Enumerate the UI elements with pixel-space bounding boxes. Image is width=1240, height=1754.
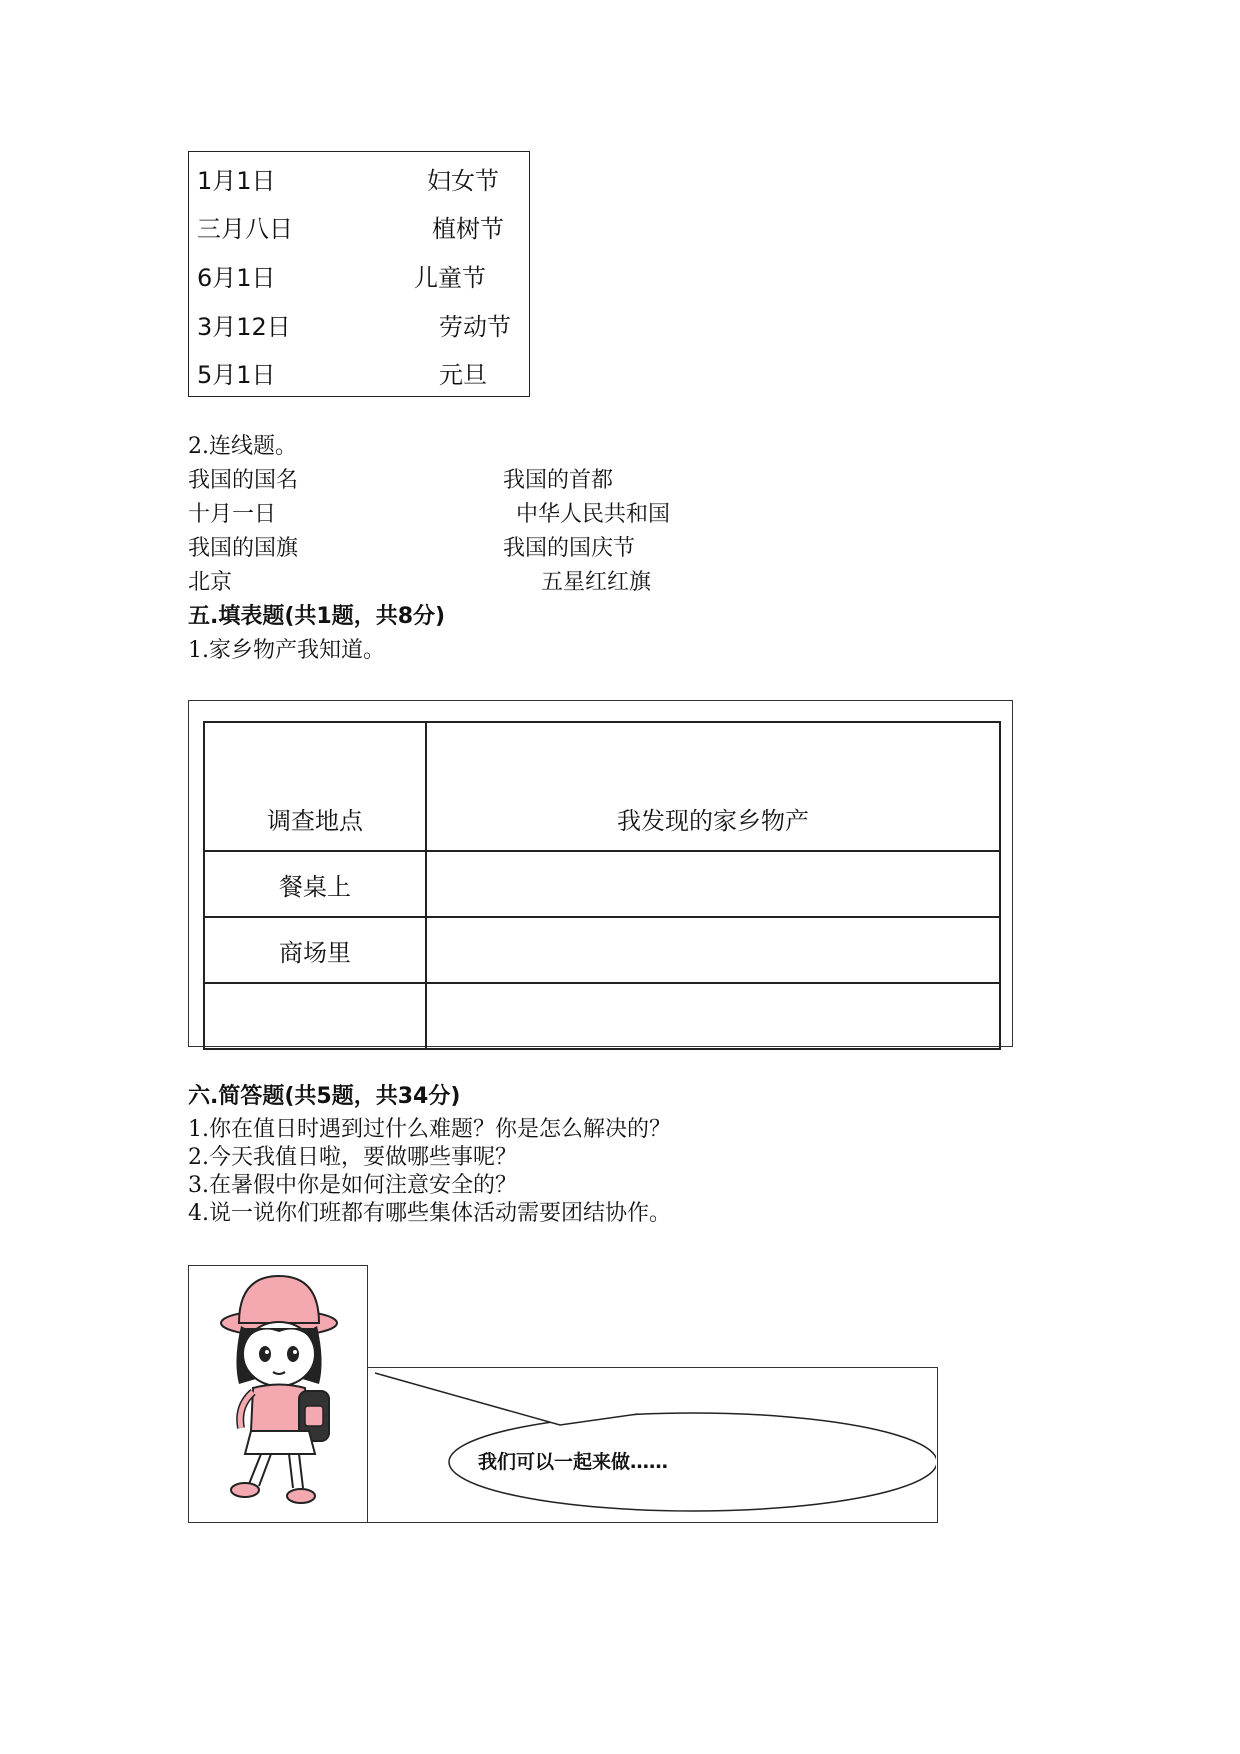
question-text: 1.家乡物产我知道。 (188, 638, 385, 663)
table-row (204, 851, 1000, 917)
table-header-cell: 调查地点 (204, 722, 426, 851)
match-left-item: 我国的国名 (188, 468, 299, 493)
holiday-match-box (188, 151, 530, 397)
match-right-item: 五星红红旗 (541, 570, 652, 595)
answer-cell[interactable] (426, 851, 1000, 917)
table-cell: 商场里 (204, 917, 426, 983)
holiday-row (189, 204, 529, 244)
question-text: 2.今天我值日啦，要做哪些事呢？ (188, 1145, 517, 1170)
question-text: 1.你在值日时遇到过什么难题？你是怎么解决的？ (188, 1117, 671, 1142)
date-label: 6月1日 (197, 264, 276, 292)
festival-label: 元旦 (439, 361, 487, 389)
date-label: 5月1日 (197, 361, 276, 389)
match-right-item: 我国的国庆节 (503, 536, 636, 561)
holiday-row (189, 302, 529, 342)
match-left-item: 北京 (188, 570, 233, 595)
table-header-cell: 我发现的家乡物产 (426, 722, 1000, 851)
match-right-item: 中华人民共和国 (516, 502, 671, 527)
table-cell: 餐桌上 (204, 851, 426, 917)
date-label: 1月1日 (197, 167, 276, 195)
speech-bubble-frame (367, 1367, 938, 1523)
festival-label: 植树节 (432, 215, 504, 243)
cartoon-illustration-frame (188, 1265, 368, 1523)
section-heading: 六.简答题(共5题，共34分) (188, 1084, 461, 1109)
holiday-row (189, 253, 529, 293)
table-frame (188, 700, 1013, 1047)
festival-label: 妇女节 (427, 167, 499, 195)
speech-bubble (368, 1368, 936, 1521)
match-right-item: 我国的首都 (503, 468, 614, 493)
speech-text: 我们可以一起来做…… (478, 1451, 669, 1473)
answer-cell[interactable] (426, 917, 1000, 983)
question-text: 3.在暑假中你是如何注意安全的？ (188, 1173, 517, 1198)
table-cell[interactable] (204, 983, 426, 1049)
question-title: 2.连线题。 (188, 434, 297, 459)
table-row (204, 983, 1000, 1049)
date-label: 三月八日 (197, 215, 293, 243)
match-left-item: 我国的国旗 (188, 536, 299, 561)
festival-label: 儿童节 (414, 264, 486, 292)
fill-in-table (203, 721, 1001, 1050)
answer-cell[interactable] (426, 983, 1000, 1049)
festival-label: 劳动节 (439, 313, 511, 341)
date-label: 3月12日 (197, 313, 291, 341)
section-heading: 五.填表题(共1题，共8分) (188, 604, 446, 629)
holiday-row (189, 350, 529, 390)
cartoon-girl-illustration (189, 1266, 366, 1521)
table-row (204, 917, 1000, 983)
match-left-item: 十月一日 (188, 502, 277, 527)
table-header-row (204, 722, 1000, 851)
question-text: 4.说一说你们班都有哪些集体活动需要团结协作。 (188, 1201, 671, 1226)
holiday-row (189, 156, 529, 196)
